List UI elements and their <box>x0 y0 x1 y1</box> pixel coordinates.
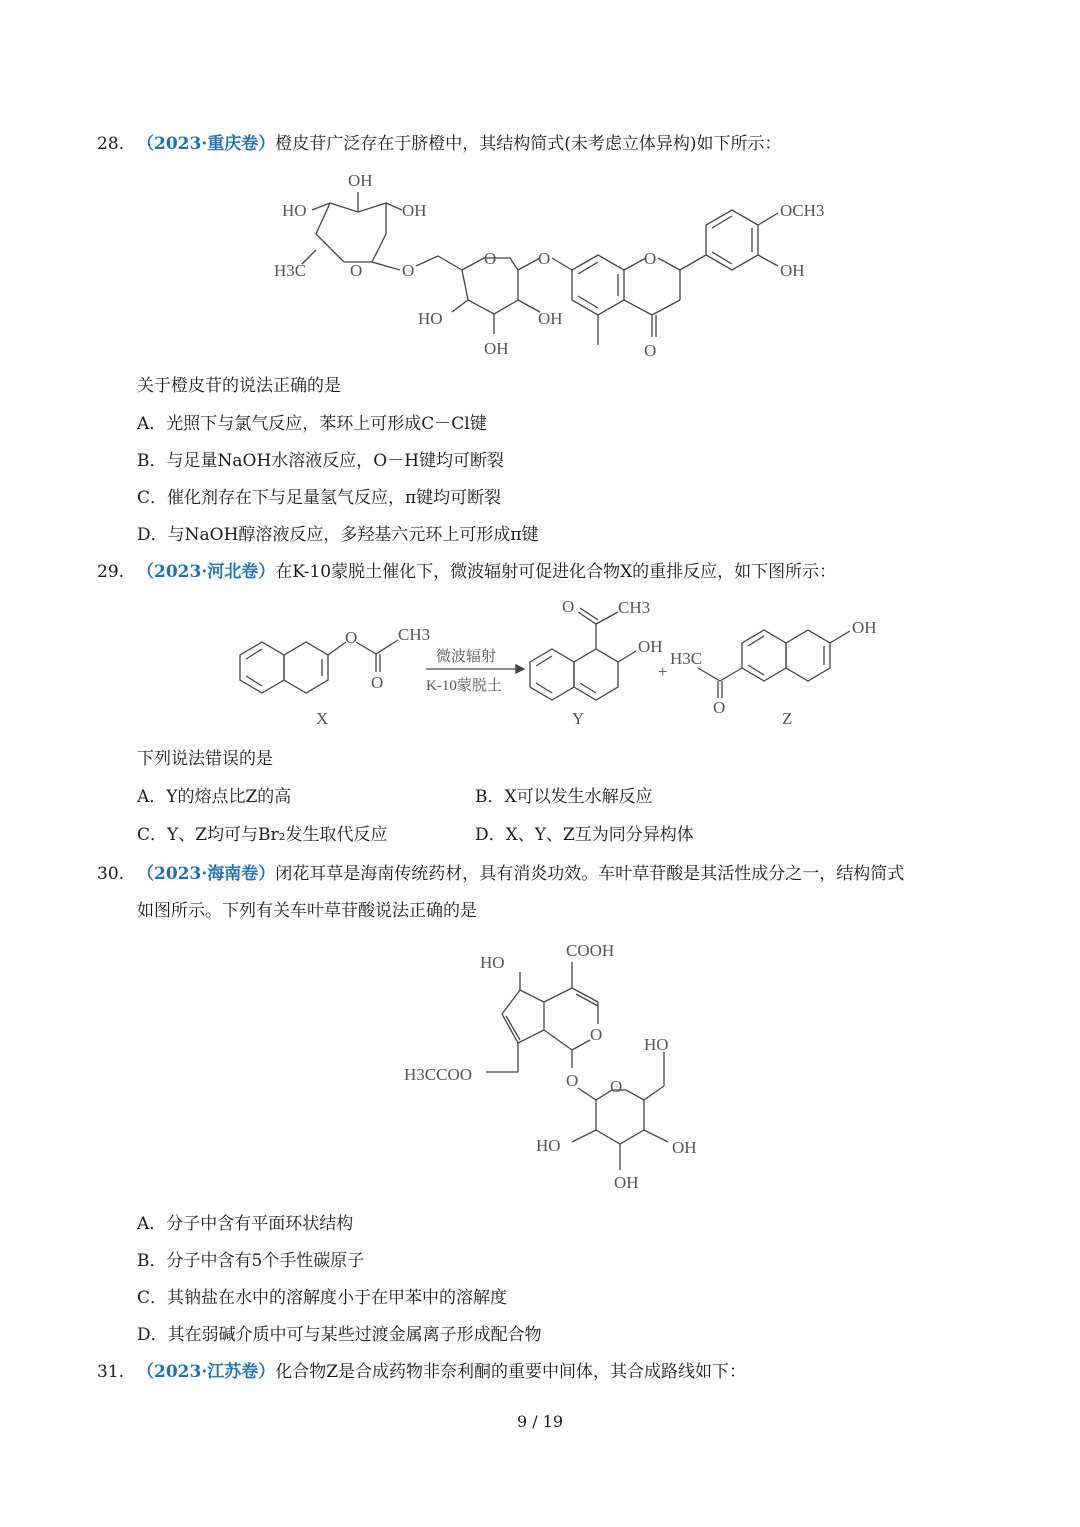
q29-label-h3c-z: H3C <box>670 649 703 668</box>
q30-label-oh-right: OH <box>672 1138 697 1157</box>
q30-label-ho-right: HO <box>644 1035 669 1054</box>
q29-label-o-z: O <box>713 698 726 717</box>
q30-label-oh-bottom: OH <box>614 1173 639 1192</box>
q29-condition-bottom: K-10蒙脱土 <box>426 678 502 694</box>
q29-scheme <box>230 592 890 732</box>
q28-structure <box>260 160 860 365</box>
q28-stem: 橙皮苷广泛存在于脐橙中，其结构简式(未考虑立体异构)如下所示： <box>275 134 782 154</box>
q28-label-ketone-o: O <box>644 341 657 360</box>
q29-label-o-x2: O <box>371 673 384 692</box>
q30-label-cooh: COOH <box>566 941 615 960</box>
q29-label-y: Y <box>572 709 585 728</box>
q30-option-b: B．分子中含有5个手性碳原子 <box>137 1251 365 1271</box>
q28-source: （2023·重庆卷） <box>137 134 276 154</box>
q28-label-h3c: H3C <box>274 261 307 280</box>
q29-label-oh-z: OH <box>852 618 877 637</box>
q28-label-ho-left: HO <box>282 201 307 220</box>
q29-source: （2023·河北卷） <box>137 562 276 582</box>
q30-label-ho-left: HO <box>536 1136 561 1155</box>
q29-stem: 在K-10蒙脱土催化下，微波辐射可促进化合物X的重排反应，如下图所示： <box>275 562 837 582</box>
q29-label-ch3-x: CH3 <box>398 625 431 644</box>
q29-label-z: Z <box>782 709 793 728</box>
q30-number: 30. <box>97 864 125 884</box>
q28-label-ho-bottom: HO <box>418 309 443 328</box>
q29-number: 29. <box>97 562 125 582</box>
q29-condition-top: 微波辐射 <box>436 649 497 665</box>
q29-option-a: A．Y的熔点比Z的高 <box>137 787 292 807</box>
q29-plus: + <box>658 662 668 681</box>
q30-stem-1: 闭花耳草是海南传统药材，具有消炎功效。车叶草苷酸是其活性成分之一，结构简式 <box>275 864 905 884</box>
q28-label-o5: O <box>644 249 657 268</box>
q28-label-oh-top: OH <box>348 171 373 190</box>
q29-label-o-x: O <box>345 628 358 647</box>
q28-prompt: 关于橙皮苷的说法正确的是 <box>137 376 341 396</box>
q28-option-d: D．与NaOH醇溶液反应，多羟基六元环上可形成π键 <box>137 525 539 545</box>
q29-option-c: C．Y、Z均可与Br₂发生取代反应 <box>137 825 388 845</box>
q30-option-a: A．分子中含有平面环状结构 <box>137 1214 354 1234</box>
q30-source: （2023·海南卷） <box>137 864 276 884</box>
q29-option-d: D．X、Y、Z互为同分异构体 <box>475 825 694 845</box>
q30-label-o-link: O <box>566 1071 579 1090</box>
q29-label-ch3-y: CH3 <box>618 598 651 617</box>
q29-option-b: B．X可以发生水解反应 <box>475 787 653 807</box>
q28-stem-line <box>137 132 782 156</box>
q28-label-o1: O <box>350 261 363 280</box>
q30-option-d: D．其在弱碱介质中可与某些过渡金属离子形成配合物 <box>137 1325 542 1345</box>
q31-number: 31. <box>97 1362 125 1382</box>
q28-label-o3: O <box>484 249 497 268</box>
q29-prompt: 下列说法错误的是 <box>137 749 273 769</box>
q29-label-x: X <box>316 709 329 728</box>
q28-label-och3: OCH3 <box>780 201 825 220</box>
q30-label-ho-top: HO <box>480 953 505 972</box>
q28-number: 28. <box>97 134 125 154</box>
q31-stem: 化合物Z是合成药物非奈利酮的重要中间体，其合成路线如下： <box>275 1362 747 1382</box>
q30-label-o-ring: O <box>590 1025 603 1044</box>
q28-option-b: B．与足量NaOH水溶液反应，O－H键均可断裂 <box>137 451 505 471</box>
q28-label-oh-right: OH <box>402 201 427 220</box>
q28-label-oh-ring: OH <box>780 261 805 280</box>
q31-source: （2023·江苏卷） <box>137 1362 276 1382</box>
q28-option-c: C．催化剂存在下与足量氢气反应，π键均可断裂 <box>137 488 502 508</box>
q28-label-oh-bottom: OH <box>484 339 509 358</box>
page-number: 9 / 19 <box>516 1412 564 1431</box>
q28-option-a: A．光照下与氯气反应，苯环上可形成C－Cl键 <box>137 414 487 434</box>
q30-option-c: C．其钠盐在水中的溶解度小于在甲苯中的溶解度 <box>137 1288 508 1308</box>
q30-label-h3ccoo: H3CCOO <box>404 1065 473 1084</box>
q31-stem-line <box>137 1360 746 1384</box>
q29-stem-line <box>137 560 836 584</box>
q29-label-oh-y: OH <box>638 637 663 656</box>
q30-stem-line-2: 如图所示。下列有关车叶草苷酸说法正确的是 <box>137 901 477 921</box>
q28-label-o2: O <box>402 261 415 280</box>
q30-stem-line-1 <box>137 862 904 886</box>
q30-structure <box>395 935 725 1195</box>
q28-label-oh-bottom-right: OH <box>538 309 563 328</box>
q28-label-o4: O <box>538 249 551 268</box>
q29-label-o-y: O <box>562 597 575 616</box>
q30-label-o-sugar: O <box>610 1077 623 1096</box>
